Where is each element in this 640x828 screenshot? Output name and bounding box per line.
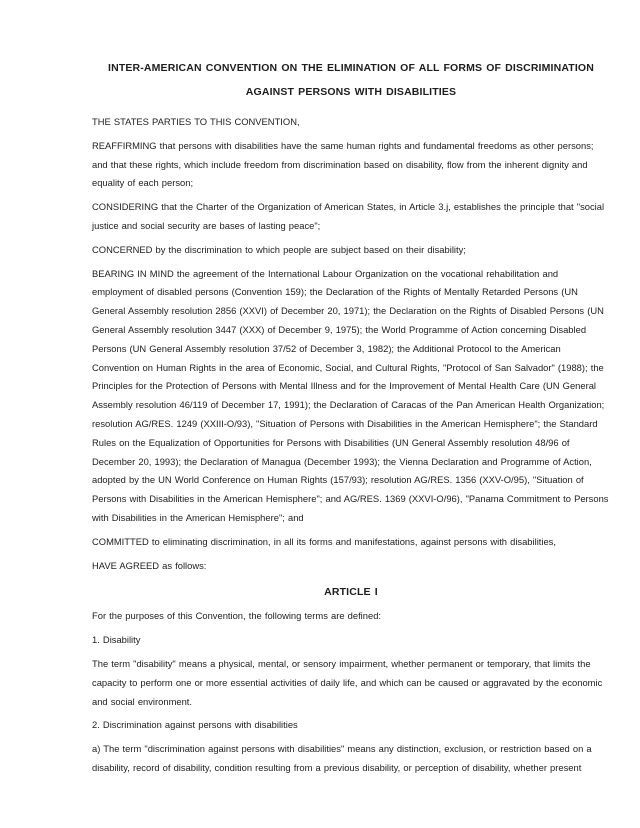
preamble-paragraph: CONCERNED by the discrimination to which people are subject based on their disability; — [92, 243, 466, 255]
preamble-section — [92, 113, 610, 575]
preamble-paragraph: COMMITTED to eliminating discrimination, in all its forms and manifestations, against persons with disabilities, — [92, 535, 556, 547]
article-paragraph: The term "disability" means a physical, mental, or sensory impairment, whether permanent or temporary, that limits the capacity to perform one or more essential activities of daily life, and which can be caused or aggravated by the economic and social environment. — [92, 657, 603, 707]
preamble-paragraph: CONSIDERING that the Charter of the Organization of American States, in Article 3.j, establishes the principle that "social justice and social security are bases of lasting peace"; — [92, 201, 605, 231]
preamble-paragraph: REAFFIRMING that persons with disabilities have the same human rights and fundamental freedoms as other persons; and that these rights, which include freedom from discrimination based on disability, flow from the inherent dignity and equality of each person; — [92, 139, 594, 189]
preamble-paragraph: THE STATES PARTIES TO THIS CONVENTION, — [92, 116, 300, 127]
article-paragraph: 1. Disability — [92, 634, 141, 646]
article-1-body — [92, 607, 610, 777]
article-paragraph: a) The term "discrimination against persons with disabilities" means any distinction, exclusion, or restriction based on a disability, record of disability, condition resulting from a previous disability, or perception of disability, whether present — [92, 743, 592, 773]
document-title: INTER-AMERICAN CONVENTION ON THE ELIMINATION OF ALL FORMS OF DISCRIMINATION AGAINST PERSONS WITH DISABILITIES — [108, 62, 594, 98]
article-paragraph: For the purposes of this Convention, the following terms are defined: — [92, 610, 382, 622]
article-paragraph: 2. Discrimination against persons with disabilities — [92, 719, 298, 731]
article-1-heading: ARTICLE I — [324, 586, 378, 599]
preamble-paragraph: BEARING IN MIND the agreement of the International Labour Organization on the vocational rehabilitation and employment of disabled persons (Convention 159); the Declaration of the Rights of Mentally Retarded Persons (UN General Assembly resolution 2856 (XXVI) of December 20, 1971); the Declaration on the Rights of Disabled Persons (UN General Assembly resolution 3447 (XXX) of December 9, 1975); the World Programme of Action concerning Disabled Persons (UN General Assembly resolution 37/52 of December 3, 1982); the Additional Protocol to the American Convention on Human Rights in the area of Economic, Social, and Cultural Rights, "Protocol of San Salvador" (1988); the Principles for the Protection of Persons with Mental Illness and for the Improvement of Mental Health Care (UN General Assembly resolution 46/119 of December 17, 1991); the Declaration of Caracas of the Pan American Health Organization; resolution AG/RES. 1249 (XXIII-O/93), "Situation of Persons with Disabilities in the American Hemisphere"; the Standard Rules on the Equalization of Opportunities for Persons with Disabilities (UN General Assembly resolution 48/96 of December 20, 1993); the Declaration of Managua (December 1993); the Vienna Declaration and Programme of Action, adopted by the UN World Conference on Human Rights (157/93); resolution AG/RES. 1356 (XXV-O/95), "Situation of Persons with Disabilities in the American Hemisphere"; and AG/RES. 1369 (XXVI-O/96), "Panama Commitment to Persons with Disabilities in the American Hemisphere"; and — [92, 267, 609, 523]
preamble-paragraph: HAVE AGREED as follows: — [92, 559, 207, 571]
